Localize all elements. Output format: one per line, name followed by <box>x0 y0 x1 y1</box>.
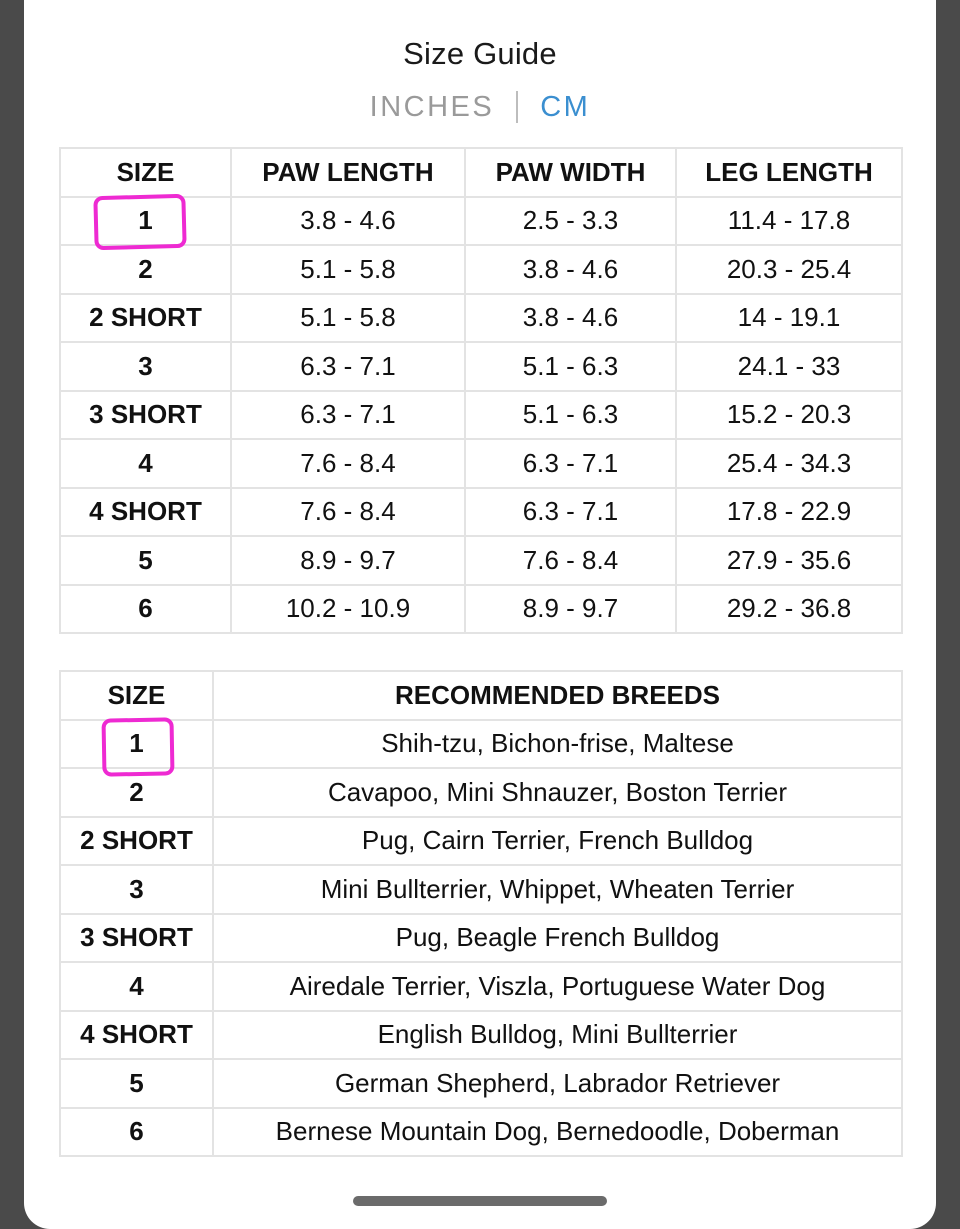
size-cell: 2 SHORT <box>60 294 231 343</box>
table-row <box>60 391 902 440</box>
size-cell: 1 <box>60 197 231 246</box>
breeds-cell: Airedale Terrier, Viszla, Portuguese Water Dog <box>213 962 902 1011</box>
size-cell: 3 <box>60 342 231 391</box>
paw-length-cell: 10.2 - 10.9 <box>231 585 465 634</box>
leg-length-cell: 11.4 - 17.8 <box>676 197 902 246</box>
leg-length-cell: 15.2 - 20.3 <box>676 391 902 440</box>
table-header-row <box>60 148 902 197</box>
table-row <box>60 720 902 769</box>
paw-length-cell: 7.6 - 8.4 <box>231 439 465 488</box>
paw-length-cell: 6.3 - 7.1 <box>231 342 465 391</box>
breeds-cell: Mini Bullterrier, Whippet, Wheaten Terrier <box>213 865 902 914</box>
size-measurement-table <box>59 147 903 634</box>
page-title: Size Guide <box>403 36 557 71</box>
size-cell: 2 SHORT <box>60 817 213 866</box>
size-cell: 6 <box>60 1108 213 1157</box>
paw-width-cell: 3.8 - 4.6 <box>465 245 676 294</box>
table-row <box>60 342 902 391</box>
breeds-cell: German Shepherd, Labrador Retriever <box>213 1059 902 1108</box>
leg-length-cell: 29.2 - 36.8 <box>676 585 902 634</box>
table-row <box>60 585 902 634</box>
cm-toggle[interactable]: CM <box>540 90 591 123</box>
table-row <box>60 1108 902 1157</box>
paw-width-cell: 6.3 - 7.1 <box>465 488 676 537</box>
paw-length-cell: 8.9 - 9.7 <box>231 536 465 585</box>
leg-length-cell: 25.4 - 34.3 <box>676 439 902 488</box>
size-cell: 2 <box>60 245 231 294</box>
size-cell: 4 SHORT <box>60 1011 213 1060</box>
leg-length-cell: 27.9 - 35.6 <box>676 536 902 585</box>
breeds-cell: Pug, Beagle French Bulldog <box>213 914 902 963</box>
table-header-row <box>60 671 902 720</box>
leg-length-cell: 17.8 - 22.9 <box>676 488 902 537</box>
table-row <box>60 865 902 914</box>
paw-length-cell: 5.1 - 5.8 <box>231 245 465 294</box>
leg-length-cell: 14 - 19.1 <box>676 294 902 343</box>
header-leg-length: LEG LENGTH <box>676 148 902 197</box>
table-row <box>60 197 902 246</box>
leg-length-cell: 24.1 - 33 <box>676 342 902 391</box>
recommended-breeds-table <box>59 670 903 1157</box>
size-cell: 6 <box>60 585 231 634</box>
inches-toggle[interactable]: INCHES <box>369 90 495 123</box>
table-row <box>60 1011 902 1060</box>
table-row <box>60 439 902 488</box>
size-cell: 3 SHORT <box>60 914 213 963</box>
size-cell: 4 SHORT <box>60 488 231 537</box>
paw-width-cell: 6.3 - 7.1 <box>465 439 676 488</box>
size-cell: 5 <box>60 536 231 585</box>
paw-width-cell: 7.6 - 8.4 <box>465 536 676 585</box>
table-row <box>60 488 902 537</box>
breeds-cell: Bernese Mountain Dog, Bernedoodle, Doberman <box>213 1108 902 1157</box>
header-size: SIZE <box>60 148 231 197</box>
header-paw-length: PAW LENGTH <box>231 148 465 197</box>
table-row <box>60 1059 902 1108</box>
unit-toggle <box>0 90 960 124</box>
leg-length-cell: 20.3 - 25.4 <box>676 245 902 294</box>
table-row <box>60 962 902 1011</box>
size-cell: 3 SHORT <box>60 391 231 440</box>
paw-width-cell: 8.9 - 9.7 <box>465 585 676 634</box>
table-row <box>60 536 902 585</box>
table-row <box>60 294 902 343</box>
header-paw-width: PAW WIDTH <box>465 148 676 197</box>
size-cell: 2 <box>60 768 213 817</box>
paw-width-cell: 5.1 - 6.3 <box>465 391 676 440</box>
size-cell: 4 <box>60 962 213 1011</box>
header-recommended-breeds: RECOMMENDED BREEDS <box>213 671 902 720</box>
paw-length-cell: 3.8 - 4.6 <box>231 197 465 246</box>
paw-length-cell: 6.3 - 7.1 <box>231 391 465 440</box>
size-cell: 4 <box>60 439 231 488</box>
size-cell: 1 <box>60 720 213 769</box>
paw-width-cell: 2.5 - 3.3 <box>465 197 676 246</box>
paw-width-cell: 5.1 - 6.3 <box>465 342 676 391</box>
table-row <box>60 768 902 817</box>
header-size: SIZE <box>60 671 213 720</box>
breeds-cell: English Bulldog, Mini Bullterrier <box>213 1011 902 1060</box>
unit-separator <box>516 91 518 123</box>
size-cell: 5 <box>60 1059 213 1108</box>
breeds-cell: Cavapoo, Mini Shnauzer, Boston Terrier <box>213 768 902 817</box>
paw-length-cell: 7.6 - 8.4 <box>231 488 465 537</box>
home-indicator-bar[interactable] <box>353 1196 607 1206</box>
paw-width-cell: 3.8 - 4.6 <box>465 294 676 343</box>
table-row <box>60 817 902 866</box>
table-row <box>60 245 902 294</box>
breeds-cell: Pug, Cairn Terrier, French Bulldog <box>213 817 902 866</box>
table-row <box>60 914 902 963</box>
size-cell: 3 <box>60 865 213 914</box>
breeds-cell: Shih-tzu, Bichon-frise, Maltese <box>213 720 902 769</box>
paw-length-cell: 5.1 - 5.8 <box>231 294 465 343</box>
